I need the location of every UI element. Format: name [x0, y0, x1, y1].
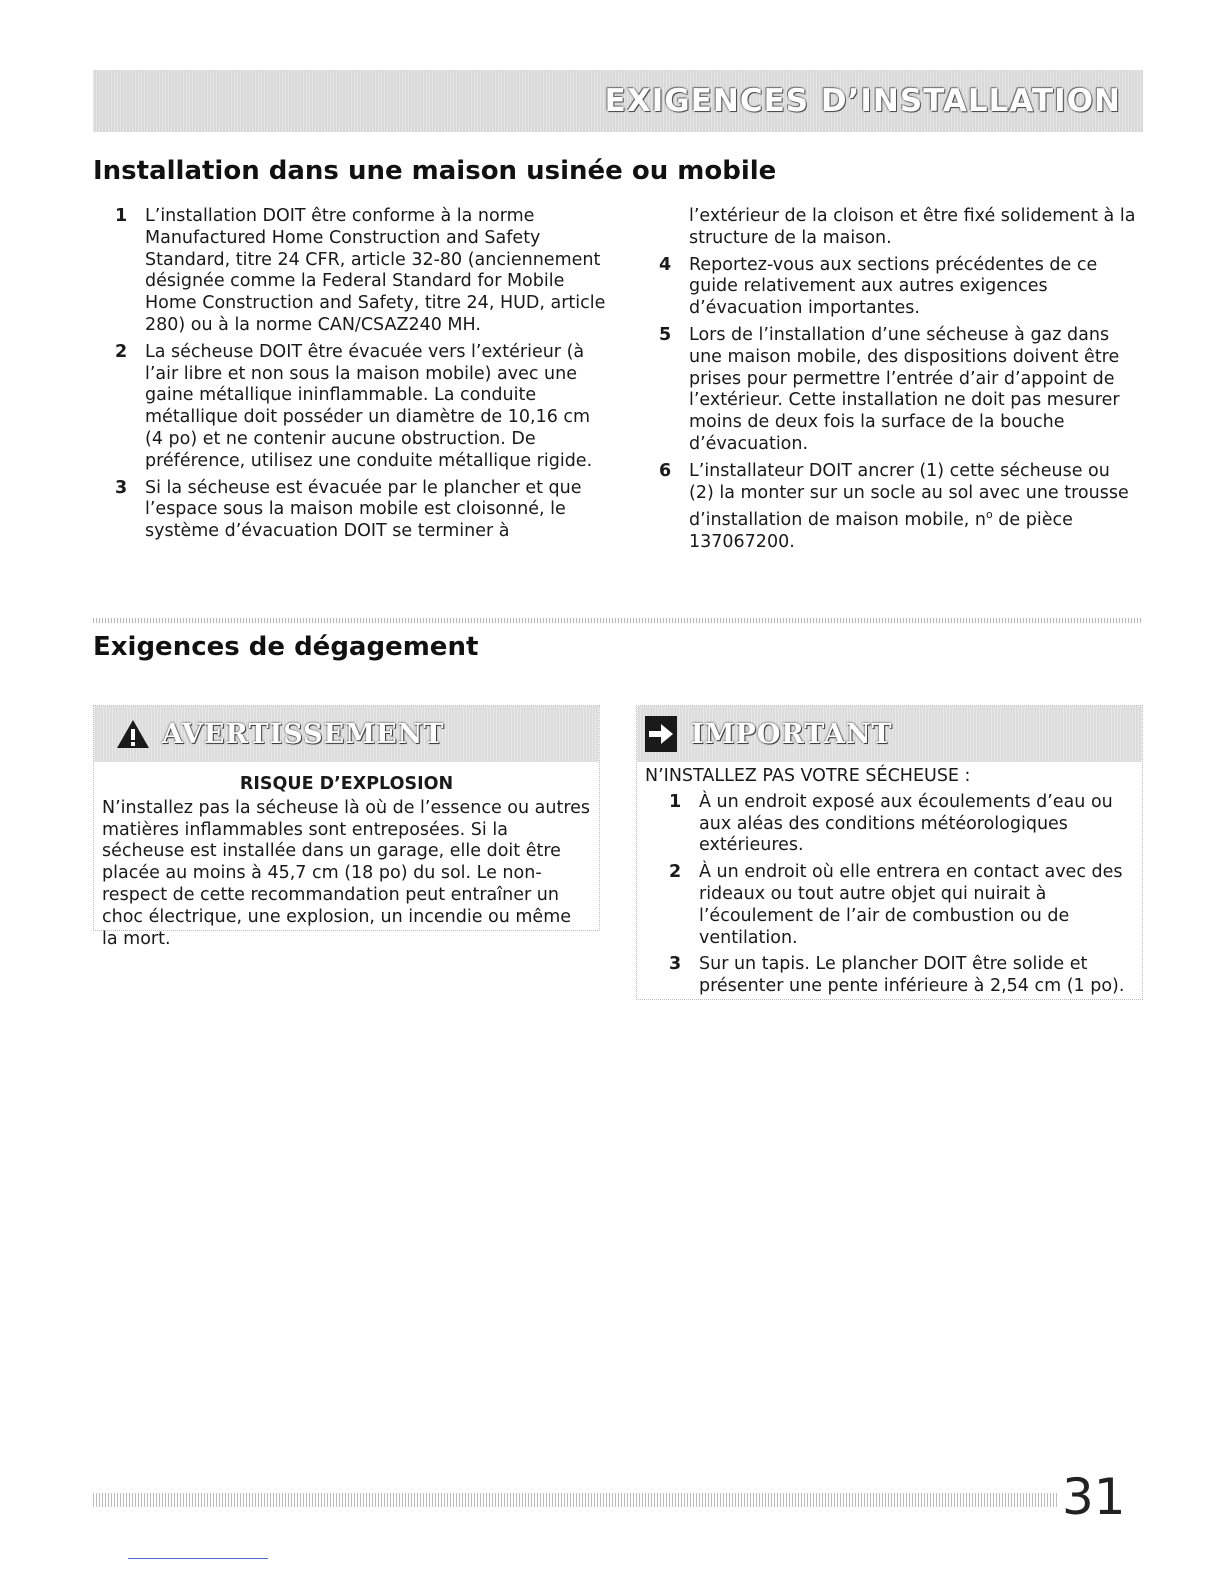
list-item-continued	[659, 206, 1139, 250]
item-number: 2	[669, 862, 682, 883]
footer-line	[128, 1558, 268, 1559]
important-body	[637, 762, 1142, 1011]
right-column	[659, 206, 1139, 559]
warning-label: AVERTISSEMENT	[162, 718, 445, 750]
page-title: EXIGENCES D’INSTALLATION	[604, 83, 1121, 119]
list-item	[115, 478, 610, 543]
warning-header	[94, 706, 599, 762]
item-number: 3	[669, 954, 682, 975]
list-item	[115, 206, 610, 337]
item-text: Si la sécheuse est évacuée par le plancher et que l’espace sous la maison mobile est cloisonné, le système d’évacuation DOIT se terminer à	[145, 477, 582, 542]
list-item	[669, 954, 1134, 998]
item-number: 3	[115, 477, 128, 498]
footer-bar	[93, 1493, 1058, 1507]
warning-box	[93, 705, 600, 949]
section-title-clearance: Exigences de dégagement	[93, 632, 479, 662]
item-number: 2	[115, 341, 128, 362]
item-number: 1	[115, 206, 128, 226]
section-divider	[93, 618, 1143, 623]
list-item	[669, 792, 1134, 857]
arrow-right-icon	[645, 716, 677, 752]
item-text: Lors de l’installation d’une sécheuse à gaz dans une maison mobile, des dispositions doivent être prises pour permettre l’entrée d’air d’appoint de l’extérieur. Cette installation ne doit pas mesurer moins de deux fois la surface de la bouche d’évacuation.	[689, 324, 1120, 454]
item-text: À un endroit où elle entrera en contact avec des rideaux ou tout autre objet qui nuirait à l’écoulement de l’air de combustion ou de ventilation.	[699, 862, 1123, 948]
list-item	[659, 461, 1139, 554]
item-number: 1	[669, 791, 682, 812]
item-number: 6	[659, 460, 672, 481]
item-text: l’extérieur de la cloison et être fixé solidement à la structure de la maison.	[689, 206, 1136, 248]
list-item	[659, 255, 1139, 320]
important-intro: N’INSTALLEZ PAS VOTRE SÉCHEUSE :	[645, 766, 971, 786]
item-number: 5	[659, 324, 672, 345]
warning-triangle-icon	[116, 718, 150, 750]
important-header	[637, 706, 1142, 762]
item-number: 4	[659, 254, 672, 275]
important-label: IMPORTANT	[691, 718, 893, 750]
item-text: La sécheuse DOIT être évacuée vers l’extérieur (à l’air libre et non sous la maison mobile) avec une gaine métallique ininflammable. La conduite métallique doit posséder un diamètre de 10,16 cm (4 po) et ne contenir aucune obstruction. De préférence, utilisez une conduite métallique rigide.	[145, 341, 593, 471]
left-column	[115, 206, 610, 548]
warning-text: N’installez pas la sécheuse là où de l’essence ou autres matières inflammables sont entreposées. Si la sécheuse est installée dans un garage, elle doit être placée au moins à 45,7 cm (18 po) du sol. Le non-respect de cette recommandation peut entraîner un choc électrique, une explosion, un incendie ou même la mort.	[102, 797, 591, 949]
warning-body	[94, 762, 599, 958]
list-item	[115, 342, 610, 473]
section-title-mobile-home: Installation dans une maison usinée ou mobile	[93, 156, 777, 186]
list-item	[659, 325, 1139, 456]
risk-title: RISQUE D’EXPLOSION	[239, 774, 454, 794]
item-text: Reportez-vous aux sections précédentes de ce guide relativement aux autres exigences d’évacuation importantes.	[689, 254, 1098, 319]
item-text: Sur un tapis. Le plancher DOIT être solide et présenter une pente inférieure à 2,54 cm (1 po).	[699, 954, 1125, 997]
item-text: L’installateur DOIT ancrer (1) cette sécheuse ou (2) la monter sur un socle au sol avec une trousse d’installation de maison mobile, $n^o$ de pièce 137067200.	[689, 460, 1129, 552]
list-item	[669, 862, 1134, 949]
header-banner	[93, 70, 1143, 132]
important-box	[636, 705, 1143, 1000]
page-number: 31	[1062, 1468, 1126, 1526]
item-text: L’installation DOIT être conforme à la norme Manufactured Home Construction and Safety Standard, titre 24 CFR, article 32-80 (anciennement désignée comme la Federal Standard for Mobile Home Construction and Safety, titre 24, HUD, article 280) ou à la norme CAN/CSAZ240 MH.	[145, 206, 606, 335]
item-text: À un endroit exposé aux écoulements d’eau ou aux aléas des conditions météorologiques extérieures.	[699, 791, 1113, 856]
